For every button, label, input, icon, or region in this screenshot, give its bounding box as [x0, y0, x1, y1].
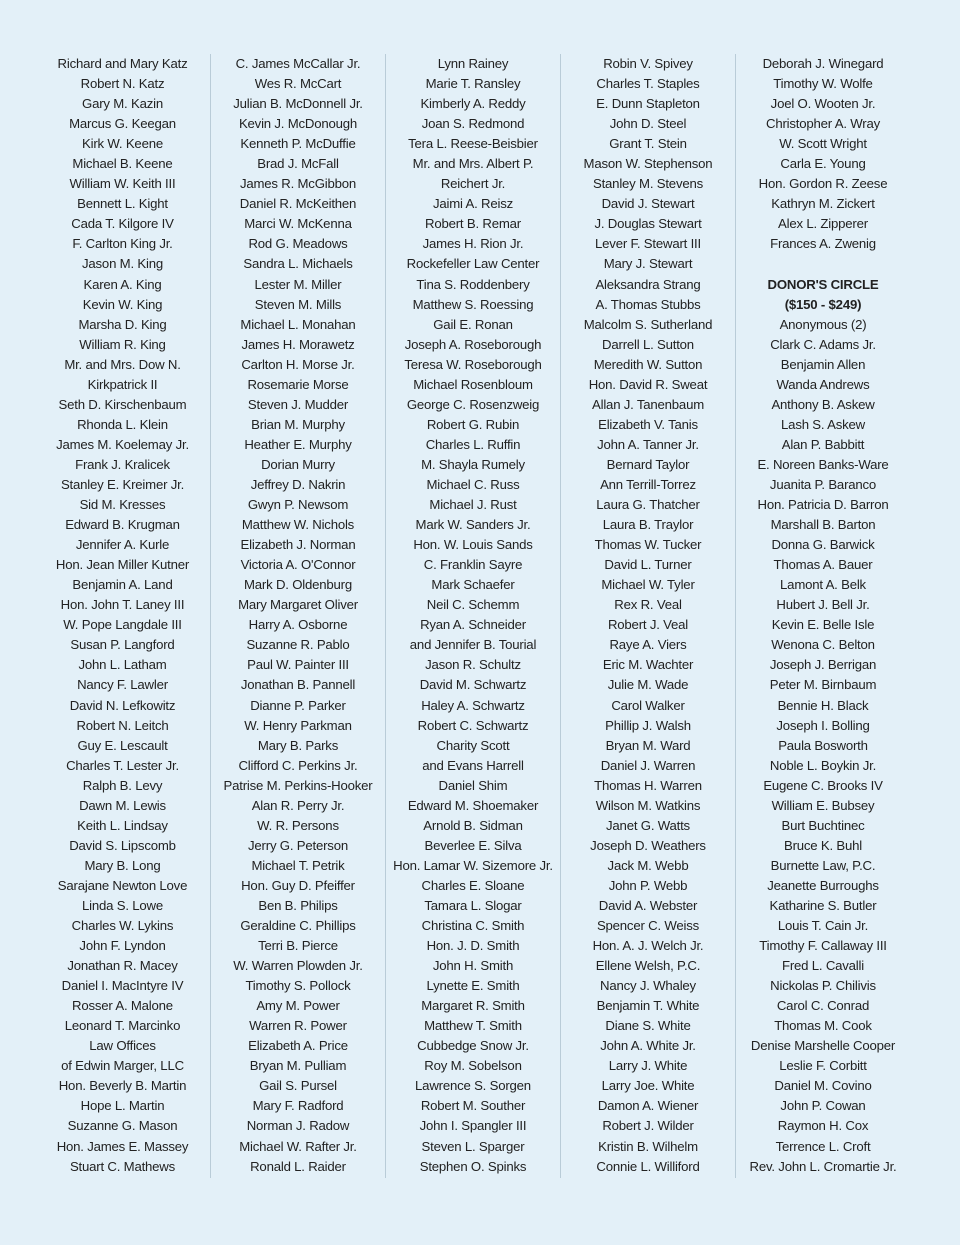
- donor-name: Hon. Lamar W. Sizemore Jr.: [393, 857, 553, 873]
- donor-name: Charity Scott: [436, 737, 510, 753]
- donor-name: Suzanne G. Mason: [67, 1118, 178, 1134]
- donor-name: Gary M. Kazin: [82, 96, 163, 112]
- donor-name: Law Offices: [89, 1038, 156, 1054]
- donor-name: Stanley M. Stevens: [592, 176, 703, 192]
- donor-name: Marsha D. King: [78, 316, 167, 332]
- donor-name: Hon. David R. Sweat: [588, 376, 708, 392]
- donor-name: Keith L. Lindsay: [77, 817, 168, 833]
- donor-name: Karen A. King: [83, 276, 162, 292]
- donor-name: W. Pope Langdale III: [63, 617, 182, 633]
- donor-name: George C. Rosenzweig: [406, 396, 540, 412]
- donor-name: W. Henry Parkman: [244, 717, 352, 733]
- donor-name: William R. King: [79, 336, 166, 352]
- donor-column-4: [560, 54, 735, 1178]
- donor-name: Burnette Law, P.C.: [770, 857, 876, 873]
- donor-name: Michael C. Russ: [426, 476, 520, 492]
- donor-name: Charles W. Lykins: [71, 918, 174, 934]
- donor-name: Suzanne R. Pablo: [246, 637, 350, 653]
- donor-name: Seth D. Kirschenbaum: [58, 396, 187, 412]
- donor-column-1: [35, 54, 210, 1178]
- donor-name: William E. Bubsey: [771, 797, 875, 813]
- donor-name: Bryan M. Ward: [605, 737, 691, 753]
- donor-name: Robert J. Veal: [607, 617, 689, 633]
- donor-name: Stephen O. Spinks: [419, 1158, 527, 1174]
- donor-name: Ann Terrill-Torrez: [600, 476, 696, 492]
- donor-name: Jonathan B. Pannell: [240, 677, 356, 693]
- donor-name: Eugene C. Brooks IV: [763, 777, 883, 793]
- donor-name: Carol Walker: [611, 697, 685, 713]
- donor-name: Juanita P. Baranco: [769, 476, 877, 492]
- donor-name: Hon. W. Louis Sands: [413, 537, 533, 553]
- donor-name: Lawrence S. Sorgen: [415, 1078, 531, 1094]
- donor-name: Neil C. Schemm: [426, 597, 520, 613]
- donor-name: Beverlee E. Silva: [424, 837, 522, 853]
- donor-name: Kevin E. Belle Isle: [771, 617, 875, 633]
- donor-name: Gail E. Ronan: [433, 316, 513, 332]
- donor-name: Rosser A. Malone: [72, 998, 173, 1014]
- donor-name: Terri B. Pierce: [258, 938, 338, 954]
- donor-name: Kirk W. Keene: [82, 136, 163, 152]
- donor-name: Mr. and Mrs. Albert P.: [412, 156, 534, 172]
- donor-name: Mr. and Mrs. Dow N.: [64, 356, 181, 372]
- donor-name: Joseph D. Weathers: [590, 837, 706, 853]
- donor-name: Raymon H. Cox: [777, 1118, 869, 1134]
- donor-name: Rex R. Veal: [614, 597, 682, 613]
- donor-name: Norman J. Radow: [246, 1118, 350, 1134]
- donor-name: Wanda Andrews: [776, 376, 870, 392]
- donor-name: Mary B. Long: [84, 857, 161, 873]
- donor-name: Joan S. Redmond: [421, 116, 525, 132]
- donor-name: Carlton H. Morse Jr.: [241, 356, 355, 372]
- donor-name: Kenneth P. McDuffie: [240, 136, 356, 152]
- donor-name: Hon. Jean Miller Kutner: [55, 557, 190, 573]
- donors-circle-range: ($150 - $249): [784, 296, 862, 312]
- donor-name: Frank J. Kralicek: [75, 456, 170, 472]
- donor-name: Brad J. McFall: [257, 156, 339, 172]
- donor-name: Amy M. Power: [256, 998, 340, 1014]
- donor-name: Matthew S. Roessing: [412, 296, 534, 312]
- donor-name: Kirkpatrick II: [87, 376, 158, 392]
- donors-circle-heading: DONOR'S CIRCLE: [767, 276, 879, 292]
- donor-name: Nancy F. Lawler: [77, 677, 168, 693]
- donor-name: Daniel R. McKeithen: [239, 196, 357, 212]
- donor-name: Jeanette Burroughs: [767, 877, 879, 893]
- donor-name: Phillip J. Walsh: [605, 717, 691, 733]
- donor-name: Paul W. Painter III: [247, 657, 349, 673]
- donor-name: Laura B. Traylor: [602, 517, 694, 533]
- donor-name: of Edwin Marger, LLC: [61, 1058, 184, 1074]
- donor-name: Alan R. Perry Jr.: [251, 797, 345, 813]
- donor-name: Bennie H. Black: [777, 697, 869, 713]
- donor-name: Sarajane Newton Love: [57, 877, 188, 893]
- donor-name: Robert J. Wilder: [602, 1118, 694, 1134]
- donor-name: Carol C. Conrad: [776, 998, 870, 1014]
- donor-name: David S. Lipscomb: [69, 837, 176, 853]
- donor-name: Patrise M. Perkins-Hooker: [223, 777, 373, 793]
- donor-name: Stuart C. Mathews: [69, 1158, 176, 1174]
- donor-name: Robin V. Spivey: [603, 56, 693, 71]
- donor-name: Teresa W. Roseborough: [404, 356, 542, 372]
- donor-name: Dianne P. Parker: [250, 697, 346, 713]
- donor-name: Victoria A. O'Connor: [240, 557, 356, 573]
- donor-name: Jack M. Webb: [607, 857, 689, 873]
- donor-name: David A. Webster: [598, 897, 698, 913]
- donor-name: John A. White Jr.: [600, 1038, 696, 1054]
- donor-name: Steven J. Mudder: [247, 396, 349, 412]
- donor-name: Lamont A. Belk: [780, 577, 866, 593]
- donor-name: Meredith W. Sutton: [593, 356, 703, 372]
- donor-name: Matthew T. Smith: [424, 1018, 522, 1034]
- donor-name: Julie M. Wade: [607, 677, 689, 693]
- donor-name: C. Franklin Sayre: [423, 557, 523, 573]
- donor-name: Wenona C. Belton: [771, 637, 875, 653]
- donor-name: Elizabeth J. Norman: [240, 537, 356, 553]
- donor-name: David J. Stewart: [601, 196, 695, 212]
- donor-name: Terrence L. Croft: [775, 1138, 871, 1154]
- donor-name: Christina C. Smith: [421, 918, 525, 934]
- donor-name: Arnold B. Sidman: [423, 817, 523, 833]
- donor-name: Edward B. Krugman: [65, 517, 180, 533]
- donor-name: Joseph J. Berrigan: [769, 657, 877, 673]
- donor-name: Ralph B. Levy: [82, 777, 163, 793]
- donor-name: Cubbedge Snow Jr.: [417, 1038, 529, 1054]
- donor-name: Ben B. Philips: [258, 897, 338, 913]
- donor-name: Robert C. Schwartz: [417, 717, 529, 733]
- donor-name: Susan P. Langford: [70, 637, 175, 653]
- section-spacer: [736, 254, 910, 274]
- donor-name: Burt Buchtinec: [781, 817, 865, 833]
- donor-name: Ronald L. Raider: [250, 1158, 346, 1174]
- donor-name: F. Carlton King Jr.: [72, 236, 173, 252]
- donor-name: Cada T. Kilgore IV: [71, 216, 174, 232]
- donor-name: Hon. Guy D. Pfeiffer: [241, 877, 355, 893]
- donor-name: Malcolm S. Sutherland: [583, 316, 713, 332]
- donor-name: Kevin J. McDonough: [238, 116, 358, 132]
- donor-name: Hope L. Martin: [80, 1098, 165, 1114]
- donor-column-5: [735, 54, 910, 1178]
- donor-name: Donna G. Barwick: [771, 537, 875, 553]
- donor-name: Jeffrey D. Nakrin: [250, 476, 346, 492]
- donor-name: E. Dunn Stapleton: [596, 96, 700, 112]
- donor-name: Jerry G. Peterson: [248, 837, 348, 853]
- donor-name: Lynette E. Smith: [426, 978, 520, 994]
- donor-name: Hon. Gordon R. Zeese: [758, 176, 888, 192]
- donor-name: Mary F. Radford: [252, 1098, 344, 1114]
- donor-name: Thomas A. Bauer: [773, 557, 873, 573]
- donor-name: Daniel J. Warren: [600, 757, 696, 773]
- donor-name: Hon. J. D. Smith: [426, 938, 520, 954]
- donor-name: Kathryn M. Zickert: [771, 196, 875, 212]
- donor-name: Tina S. Roddenbery: [416, 276, 530, 292]
- donor-name: J. Douglas Stewart: [594, 216, 702, 232]
- donor-name: Stanley E. Kreimer Jr.: [60, 476, 185, 492]
- donor-name: Mark W. Sanders Jr.: [415, 517, 531, 533]
- donor-name: Daniel Shim: [438, 777, 508, 793]
- donor-name: Rhonda L. Klein: [77, 416, 168, 432]
- donor-name: Hubert J. Bell Jr.: [776, 597, 870, 613]
- donor-name: Alan P. Babbitt: [781, 436, 865, 452]
- donor-name: Reichert Jr.: [440, 176, 506, 192]
- donor-name: Michael W. Rafter Jr.: [239, 1138, 357, 1154]
- donor-name: A. Thomas Stubbs: [595, 296, 701, 312]
- donor-name: John I. Spangler III: [419, 1118, 527, 1134]
- donor-name: E. Noreen Banks-Ware: [757, 456, 889, 472]
- donor-name: Mary B. Parks: [257, 737, 339, 753]
- donor-name: W. Scott Wright: [779, 136, 867, 152]
- donor-name: Lever F. Stewart III: [595, 236, 701, 252]
- donor-name: Raye A. Viers: [609, 637, 687, 653]
- donor-name: Larry J. White: [608, 1058, 688, 1074]
- donor-name: Charles T. Lester Jr.: [66, 757, 179, 773]
- donor-name: Mason W. Stephenson: [583, 156, 713, 172]
- donor-name: Diane S. White: [605, 1018, 691, 1034]
- donor-name: Jason M. King: [82, 256, 163, 272]
- donor-name: Christopher A. Wray: [766, 116, 880, 132]
- donor-name: and Evans Harrell: [422, 757, 524, 773]
- donor-name: Damon A. Wiener: [597, 1098, 699, 1114]
- donor-name: Geraldine C. Phillips: [240, 918, 356, 934]
- donor-name: Noble L. Boykin Jr.: [769, 757, 877, 773]
- donor-name: Anthony B. Askew: [771, 396, 875, 412]
- donor-name: Marie T. Ransley: [425, 76, 521, 92]
- donor-name: Ryan A. Schneider: [420, 617, 526, 633]
- donor-name: Timothy W. Wolfe: [773, 76, 873, 92]
- donor-name: Brian M. Murphy: [251, 416, 345, 432]
- donor-name: Thomas W. Tucker: [594, 537, 702, 553]
- donor-name: David N. Lefkowitz: [69, 697, 176, 713]
- donor-name: Heather E. Murphy: [244, 436, 352, 452]
- donor-name: John D. Steel: [609, 116, 687, 132]
- donor-name: Hon. Beverly B. Martin: [58, 1078, 187, 1094]
- donor-name: Joseph I. Bolling: [776, 717, 870, 733]
- donor-name: Edward M. Shoemaker: [407, 797, 539, 813]
- donor-name: Paula Bosworth: [778, 737, 868, 753]
- donor-name: Hon. John T. Laney III: [60, 597, 185, 613]
- donor-name: Charles E. Sloane: [421, 877, 525, 893]
- donor-name: Sandra L. Michaels: [243, 256, 353, 272]
- donor-name: Mary J. Stewart: [603, 256, 693, 272]
- donor-name: Leonard T. Marcinko: [64, 1018, 181, 1034]
- donor-name: Ellene Welsh, P.C.: [595, 958, 701, 974]
- donor-name: Clifford C. Perkins Jr.: [238, 757, 358, 773]
- donor-name: Mark D. Oldenburg: [243, 577, 352, 593]
- donor-name: Dorian Murry: [261, 456, 335, 472]
- donor-name: Jaimi A. Reisz: [432, 196, 513, 212]
- donor-name: James H. Rion Jr.: [422, 236, 524, 252]
- donor-name: Frances A. Zwenig: [770, 236, 876, 252]
- donor-name: Michael Rosenbloum: [413, 376, 533, 392]
- donor-name: Fred L. Cavalli: [781, 958, 865, 974]
- donor-name: David M. Schwartz: [419, 677, 527, 693]
- donor-name: Kristin B. Wilhelm: [598, 1138, 698, 1154]
- donor-name: Joseph A. Roseborough: [404, 336, 542, 352]
- donor-name: Thomas H. Warren: [594, 777, 702, 793]
- donor-name: M. Shayla Rumely: [421, 456, 525, 472]
- donor-name: Carla E. Young: [780, 156, 866, 172]
- donor-name: Nickolas P. Chilivis: [770, 978, 876, 994]
- donor-name: Haley A. Schwartz: [421, 697, 525, 713]
- donor-name: Anonymous (2): [779, 316, 867, 332]
- donor-name: Jennifer A. Kurle: [75, 537, 170, 553]
- donor-name: William W. Keith III: [69, 176, 176, 192]
- donor-name: Daniel M. Covino: [774, 1078, 872, 1094]
- donor-name: Marcus G. Keegan: [69, 116, 176, 132]
- donor-column-2: [210, 54, 385, 1178]
- donor-name: Lester M. Miller: [254, 276, 342, 292]
- donor-name: Gail S. Pursel: [259, 1078, 337, 1094]
- donor-name: Rockefeller Law Center: [406, 256, 540, 272]
- donor-name: John L. Latham: [78, 657, 167, 673]
- donor-name: Connie L. Williford: [596, 1158, 700, 1174]
- donor-name: Joel O. Wooten Jr.: [770, 96, 876, 112]
- donor-name: Marshall B. Barton: [770, 517, 876, 533]
- donor-name: John H. Smith: [432, 958, 514, 974]
- donor-name: Guy E. Lescault: [77, 737, 168, 753]
- donor-name: Robert N. Leitch: [76, 717, 169, 733]
- donor-name: Kevin W. King: [82, 296, 163, 312]
- donor-name: Mary Margaret Oliver: [238, 597, 358, 613]
- donor-name: Michael W. Tyler: [601, 577, 695, 593]
- donor-name: Grant T. Stein: [609, 136, 687, 152]
- donor-name: Leslie F. Corbitt: [779, 1058, 867, 1074]
- donor-name: Julian B. McDonnell Jr.: [233, 96, 363, 112]
- donor-name: Michael L. Monahan: [240, 316, 356, 332]
- donor-name: Jason R. Schultz: [425, 657, 521, 673]
- donor-name: Hon. Patricia D. Barron: [757, 497, 889, 513]
- donor-name: Wilson M. Watkins: [595, 797, 701, 813]
- donor-name: Mark Schaefer: [431, 577, 515, 593]
- donor-name: Deborah J. Winegard: [762, 56, 884, 71]
- donor-name: Bruce K. Buhl: [783, 837, 863, 853]
- donor-name: Rod G. Meadows: [248, 236, 348, 252]
- donor-name: Michael J. Rust: [429, 497, 517, 513]
- donor-name: Gwyn P. Newsom: [247, 497, 349, 513]
- donor-name: Tera L. Reese-Beisbier: [408, 136, 538, 152]
- donor-name: Peter M. Birnbaum: [769, 677, 877, 693]
- donor-name: Benjamin A. Land: [72, 577, 173, 593]
- donor-name: Robert G. Rubin: [426, 416, 520, 432]
- donor-name: Linda S. Lowe: [82, 897, 163, 913]
- donor-name: Marci W. McKenna: [244, 216, 352, 232]
- donor-name: James R. McGibbon: [239, 176, 357, 192]
- donor-name: Timothy F. Callaway III: [759, 938, 887, 954]
- donor-name: Matthew W. Nichols: [241, 517, 355, 533]
- donor-name: Warren R. Power: [249, 1018, 347, 1034]
- donor-name: Clark C. Adams Jr.: [770, 336, 876, 352]
- donor-name: Tamara L. Slogar: [424, 897, 522, 913]
- donor-column-3: [385, 54, 560, 1178]
- donor-name: Lynn Rainey: [437, 56, 509, 71]
- donor-name: Charles T. Staples: [596, 76, 700, 92]
- donor-name: Larry Joe. White: [601, 1078, 695, 1094]
- donor-name: John A. Tanner Jr.: [597, 436, 699, 452]
- donor-name: W. Warren Plowden Jr.: [233, 958, 363, 974]
- donor-name: Robert M. Souther: [420, 1098, 526, 1114]
- donor-name: Hon. A. J. Welch Jr.: [592, 938, 704, 954]
- donor-name: Harry A. Osborne: [248, 617, 348, 633]
- donor-name: Sid M. Kresses: [79, 497, 166, 513]
- donor-name: Wes R. McCart: [254, 76, 342, 92]
- donor-name: Allan J. Tanenbaum: [592, 396, 704, 412]
- donor-name: Nancy J. Whaley: [600, 978, 696, 994]
- donor-name: Thomas M. Cook: [774, 1018, 872, 1034]
- donor-name: Jonathan R. Macey: [67, 958, 178, 974]
- donor-name: Bryan M. Pulliam: [249, 1058, 347, 1074]
- donor-name: Alex L. Zipperer: [778, 216, 868, 232]
- donor-name: Bennett L. Kight: [77, 196, 168, 212]
- donor-name: Denise Marshelle Cooper: [750, 1038, 896, 1054]
- donor-name: Katharine S. Butler: [769, 897, 877, 913]
- donor-name: Elizabeth A. Price: [248, 1038, 348, 1054]
- donor-name: John P. Cowan: [780, 1098, 866, 1114]
- donor-name: Dawn M. Lewis: [79, 797, 166, 813]
- donor-name: Benjamin T. White: [596, 998, 700, 1014]
- donor-name: James M. Koelemay Jr.: [56, 436, 189, 452]
- donor-name: Daniel I. MacIntyre IV: [61, 978, 184, 994]
- donor-name: Lash S. Askew: [781, 416, 865, 432]
- donor-name: Darrell L. Sutton: [602, 336, 694, 352]
- donor-name: Michael B. Keene: [72, 156, 173, 172]
- donor-name: David L. Turner: [604, 557, 692, 573]
- donor-columns: [35, 54, 910, 1178]
- donor-name: Timothy S. Pollock: [245, 978, 351, 994]
- donor-name: Elizabeth V. Tanis: [598, 416, 698, 432]
- donor-name: Robert B. Remar: [425, 216, 521, 232]
- donor-name: Laura G. Thatcher: [596, 497, 700, 513]
- donor-name: John P. Webb: [608, 877, 688, 893]
- donor-name: Janet G. Watts: [606, 817, 690, 833]
- donor-name: and Jennifer B. Tourial: [409, 637, 537, 653]
- donor-name: Margaret R. Smith: [421, 998, 525, 1014]
- donor-name: Spencer C. Weiss: [596, 918, 700, 934]
- donor-name: Roy M. Sobelson: [424, 1058, 522, 1074]
- donor-name: Benjamin Allen: [780, 356, 866, 372]
- donor-name: James H. Morawetz: [241, 336, 355, 352]
- donor-name: Kimberly A. Reddy: [420, 96, 526, 112]
- donor-name: Louis T. Cain Jr.: [777, 918, 869, 934]
- donor-name: Charles L. Ruffin: [425, 436, 521, 452]
- donor-name: Eric M. Wachter: [602, 657, 694, 673]
- donor-name: C. James McCallar Jr.: [235, 56, 361, 71]
- donor-name: John F. Lyndon: [79, 938, 166, 954]
- donor-name: Richard and Mary Katz: [57, 56, 188, 71]
- donor-name: Michael T. Petrik: [251, 857, 345, 873]
- donor-name: Hon. James E. Massey: [56, 1138, 189, 1154]
- donor-name: Aleksandra Strang: [595, 276, 701, 292]
- donor-name: Bernard Taylor: [606, 456, 690, 472]
- donor-name: W. R. Persons: [257, 817, 339, 833]
- donor-name: Steven L. Sparger: [421, 1138, 525, 1154]
- donor-name: Rosemarie Morse: [247, 376, 349, 392]
- donor-name: Robert N. Katz: [80, 76, 165, 92]
- donor-name: Rev. John L. Cromartie Jr.: [749, 1158, 897, 1174]
- donor-name: Steven M. Mills: [254, 296, 342, 312]
